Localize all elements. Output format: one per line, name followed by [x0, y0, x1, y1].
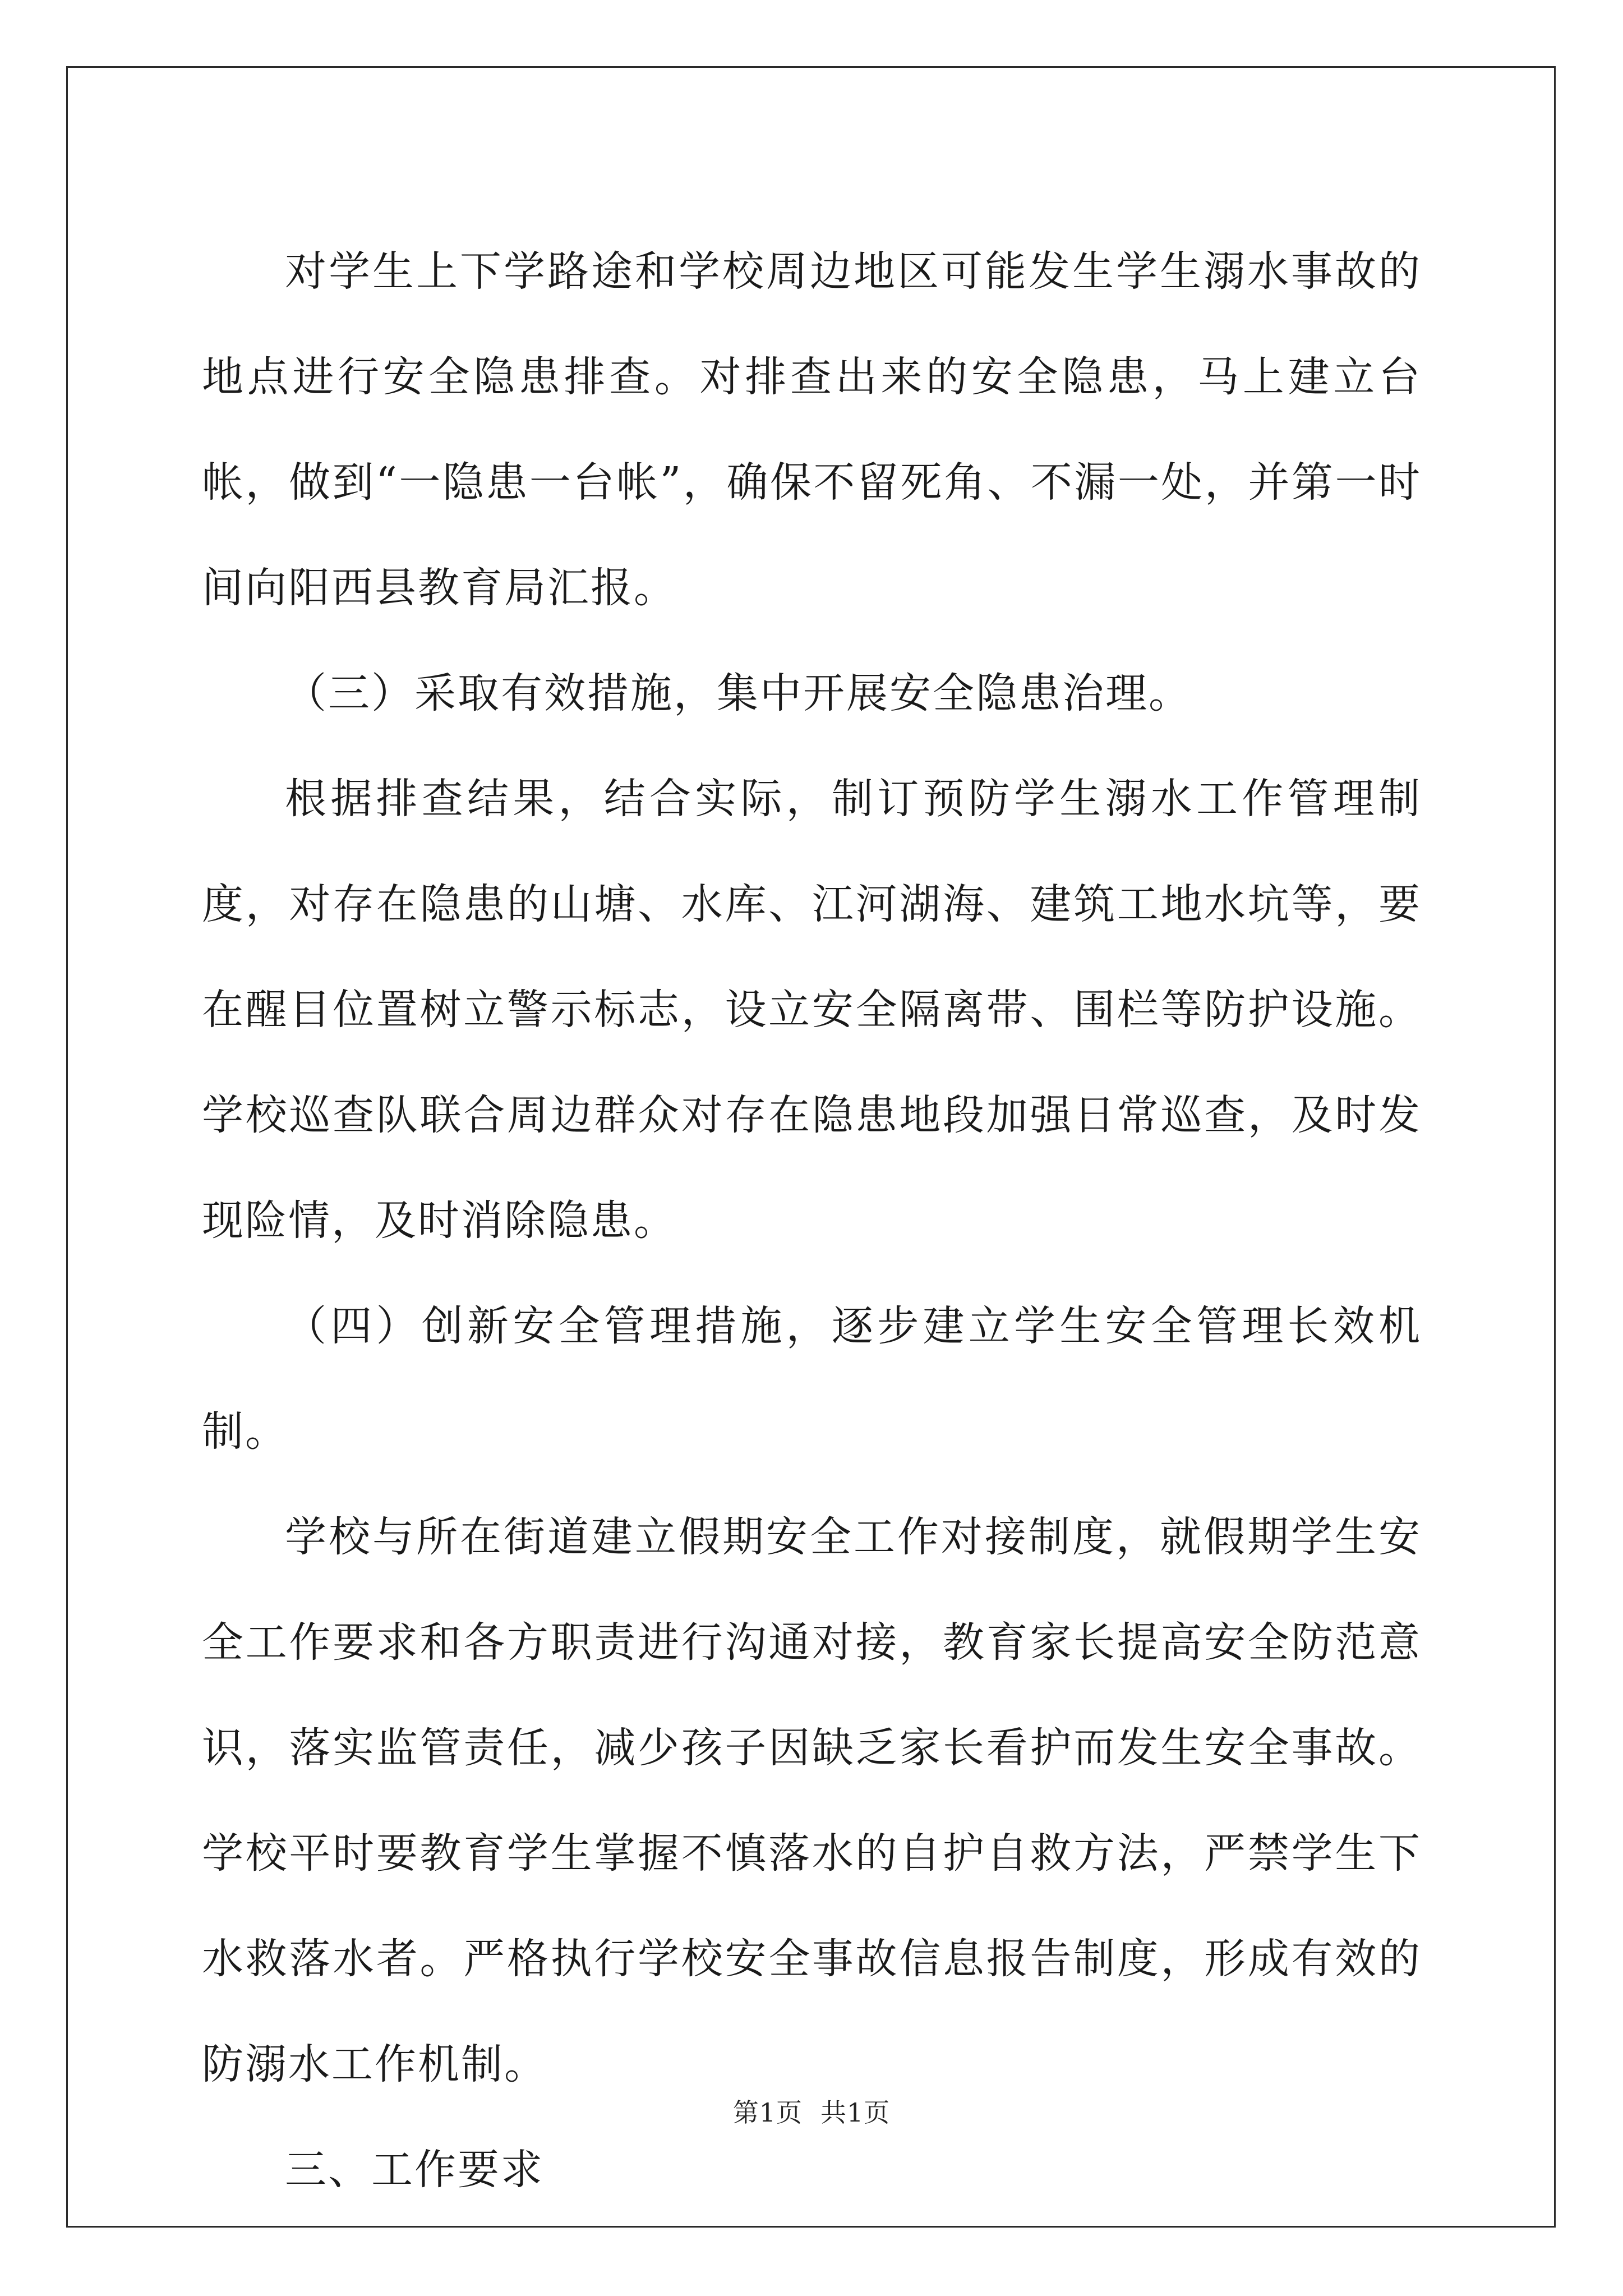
document-body [202, 219, 1422, 2223]
paragraph-hazard-remediation: 根据排查结果，结合实际，制订预防学生溺水工作管理制度，对存在隐患的山塘、水库、江河湖海、建筑工地水坑等，要在醒目位置树立警示标志，设立安全隔离带、围栏等防护设施。学校巡查队联合周边群众对存在隐患地段加强日常巡查，及时发现险情，及时消除隐患。 [202, 775, 1422, 1245]
section-heading-four: （四）创新安全管理措施，逐步建立学生安全管理长效机制。 [202, 1302, 1422, 1456]
page-number: 第1页 [732, 2097, 803, 2128]
paragraph-hazard-inspection: 对学生上下学路途和学校周边地区可能发生学生溺水事故的地点进行安全隐患排查。对排查出来的安全隐患，马上建立台帐，做到“一隐患一台帐”，确保不留死角、不漏一处，并第一时间向阳西县教育局汇报。 [202, 247, 1422, 612]
paragraph-long-term-mechanism: 学校与所在街道建立假期安全工作对接制度，就假期学生安全工作要求和各方职责进行沟通对接，教育家长提高安全防范意识，落实监管责任，减少孩子因缺乏家长看护而发生安全事故。学校平时要教育学生掌握不慎落水的自护自救方法，严禁学生下水救落水者。严格执行学校安全事故信息报告制度，形成有效的防溺水工作机制。 [202, 1513, 1422, 2088]
page-footer [0, 2092, 1623, 2129]
page-total: 共1页 [820, 2097, 891, 2128]
section-heading-work-requirements: 三、工作要求 [285, 2146, 544, 2194]
section-heading-three: （三）采取有效措施，集中开展安全隐患治理。 [285, 669, 1192, 717]
